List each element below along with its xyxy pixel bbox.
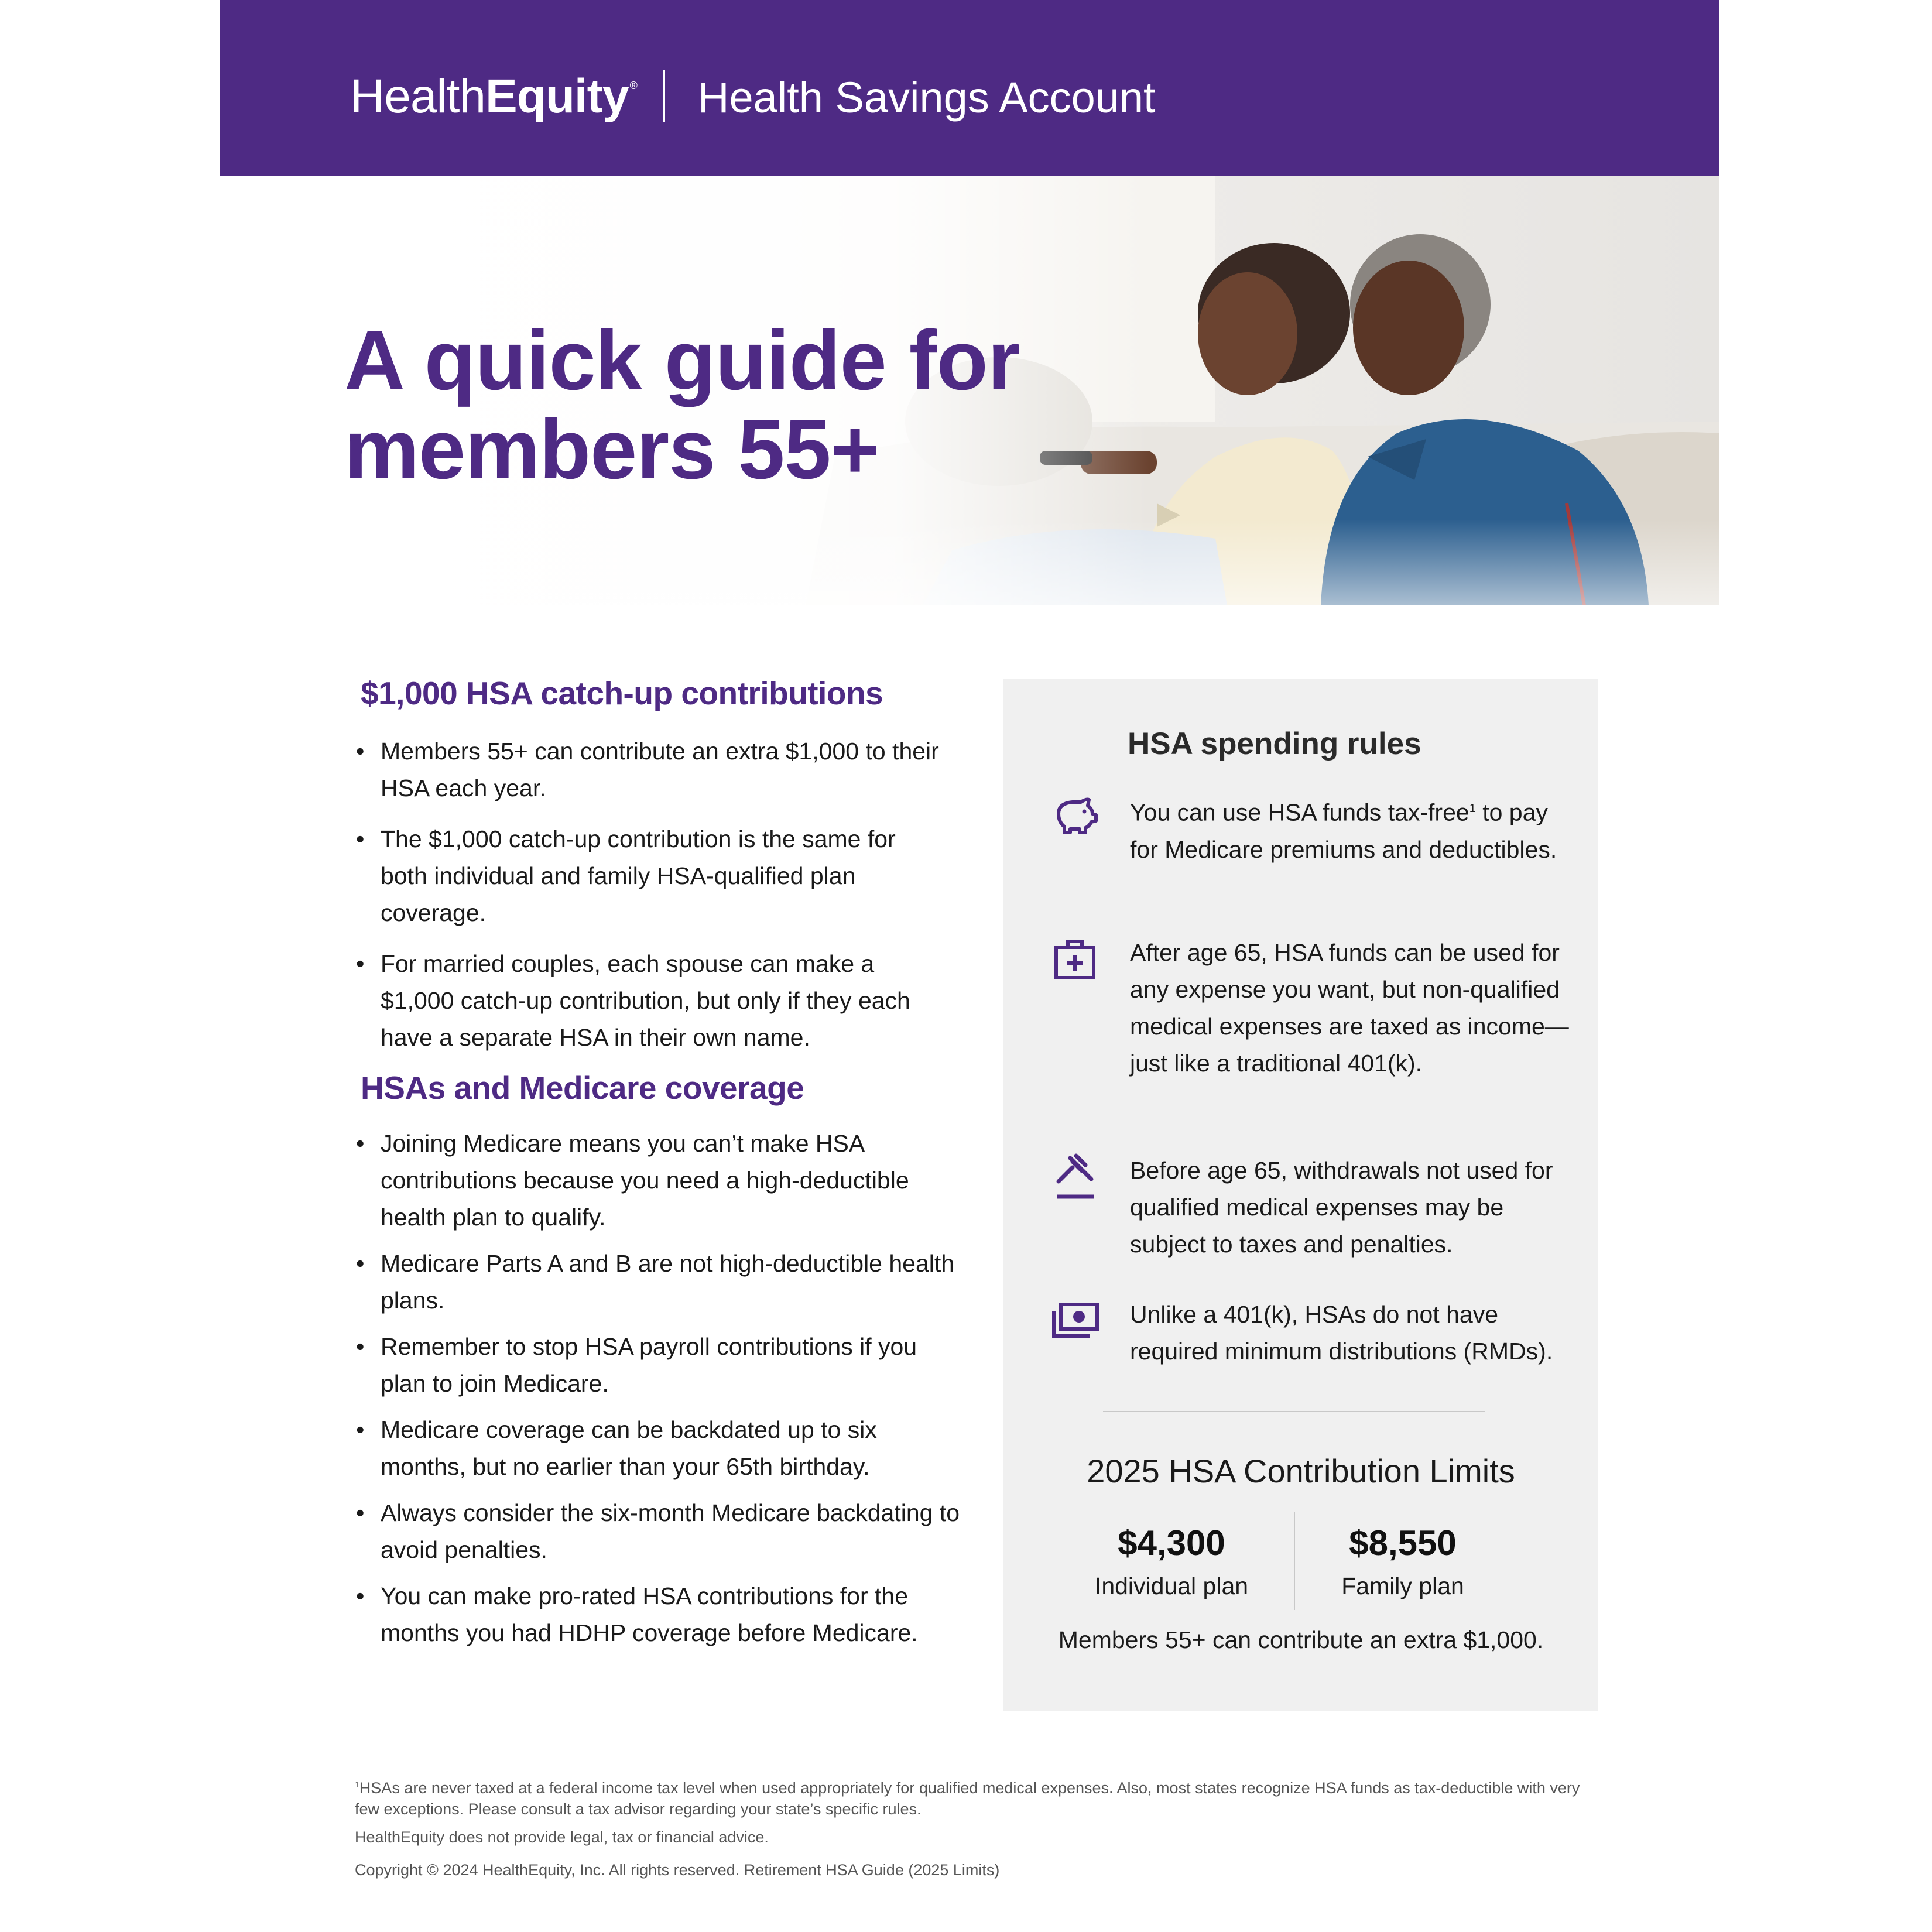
list-item	[351, 1412, 960, 1485]
footnote	[355, 1774, 1584, 1820]
catchup-section-title: $1,000 HSA catch-up contributions	[361, 675, 883, 711]
bullet-dot: •	[356, 738, 365, 765]
footnote-marker: 1	[1469, 802, 1476, 815]
spending-rule-text	[1130, 790, 1575, 868]
family-limit	[1286, 1522, 1520, 1603]
hero-title: A quick guide for members 55+	[344, 313, 1020, 496]
document-page	[220, 0, 1719, 1932]
header-divider	[663, 70, 665, 122]
list-item	[351, 1245, 960, 1319]
family-limit-label: Family plan	[1341, 1573, 1464, 1599]
gavel-icon	[1050, 1152, 1099, 1201]
individual-limit-label: Individual plan	[1094, 1573, 1249, 1599]
bullet-dot: •	[356, 1250, 365, 1277]
disclaimer: HealthEquity does not provide legal, tax or financial advice.	[355, 1828, 769, 1846]
footnote-marker: 1	[355, 1780, 359, 1789]
catchup-bullet-list	[351, 733, 948, 1070]
list-item	[351, 733, 948, 807]
bullet-text: Always consider the six-month Medicare backdating to avoid penalties.	[381, 1499, 960, 1563]
bullet-dot: •	[356, 1499, 365, 1526]
bullet-text: You can make pro-rated HSA contributions for the months you had HDHP coverage before Medicare.	[381, 1582, 918, 1646]
header-bar	[220, 0, 1719, 176]
bullet-dot: •	[356, 825, 365, 852]
family-limit-amount: $8,550	[1349, 1523, 1457, 1563]
list-item	[351, 946, 948, 1056]
bullet-text: Members 55+ can contribute an extra $1,000 to their HSA each year.	[381, 738, 939, 801]
medicare-bullet-list	[351, 1125, 960, 1661]
individual-limit-amount: $4,300	[1118, 1523, 1225, 1563]
hero-banner	[220, 176, 1719, 605]
logo-registered-mark: ®	[629, 80, 637, 91]
medicare-section-title: HSAs and Medicare coverage	[361, 1070, 804, 1106]
list-item	[351, 1578, 960, 1652]
spending-rule-text: Unlike a 401(k), HSAs do not have required minimum distributions (RMDs).	[1130, 1301, 1553, 1365]
bullet-dot: •	[356, 1130, 365, 1157]
bullet-text: The $1,000 catch-up contribution is the same for both individual and family HSA-qualified plan coverage.	[381, 825, 896, 926]
rule-text-part: to pay for Medicare premiums and deductibles.	[1130, 799, 1557, 863]
header-title: Health Savings Account	[698, 73, 1156, 122]
bullet-dot: •	[356, 1416, 365, 1443]
spending-rules-panel	[1003, 679, 1598, 1711]
catchup-note: Members 55+ can contribute an extra $1,000.	[1058, 1626, 1544, 1653]
logo-light-text: Health	[350, 70, 486, 123]
piggy-bank-icon	[1050, 790, 1099, 840]
money-icon	[1050, 1296, 1099, 1345]
list-item	[351, 1328, 960, 1402]
copyright: Copyright © 2024 HealthEquity, Inc. All rights reserved. Retirement HSA Guide (2025 Limits)	[355, 1861, 1000, 1879]
spending-rules-title: HSA spending rules	[1128, 727, 1421, 761]
logo-bold-text: Equity	[485, 70, 629, 123]
bullet-dot: •	[356, 950, 365, 977]
bullet-text: Medicare coverage can be backdated up to six months, but no earlier than your 65th birthday.	[381, 1416, 877, 1480]
bullet-text: For married couples, each spouse can make a $1,000 catch-up contribution, but only if they each have a separate HSA in their own name.	[381, 950, 910, 1051]
footnote-text: HSAs are never taxed at a federal income tax level when used appropriately for qualified medical expenses. Also, most states recognize HSA funds as tax-deductible with very few exceptions. Please consult a tax advisor regarding your state’s specific rules.	[355, 1779, 1580, 1818]
medical-kit-icon	[1050, 934, 1099, 984]
bullet-dot: •	[356, 1582, 365, 1609]
healthequity-logo	[350, 69, 637, 124]
bullet-text: Joining Medicare means you can’t make HSA contributions because you need a high-deductible health plan to qualify.	[381, 1130, 909, 1231]
panel-divider	[1103, 1411, 1485, 1412]
bullet-dot: •	[356, 1333, 365, 1360]
bullet-text: Remember to stop HSA payroll contributions if you plan to join Medicare.	[381, 1333, 917, 1397]
individual-limit	[1054, 1522, 1289, 1603]
list-item	[351, 1495, 960, 1568]
bullet-text: Medicare Parts A and B are not high-deductible health plans.	[381, 1250, 955, 1314]
list-item	[351, 1125, 960, 1236]
rule-text-part: You can use HSA funds tax-free	[1130, 799, 1469, 826]
spending-rule-text: Before age 65, withdrawals not used for qualified medical expenses may be subject to taxes and penalties.	[1130, 1157, 1553, 1258]
list-item	[351, 821, 948, 931]
contribution-limits-title: 2025 HSA Contribution Limits	[1087, 1453, 1515, 1489]
spending-rule-text: After age 65, HSA funds can be used for any expense you want, but non-qualified medical expenses are taxed as income—just like a traditional 401(k).	[1130, 939, 1569, 1077]
